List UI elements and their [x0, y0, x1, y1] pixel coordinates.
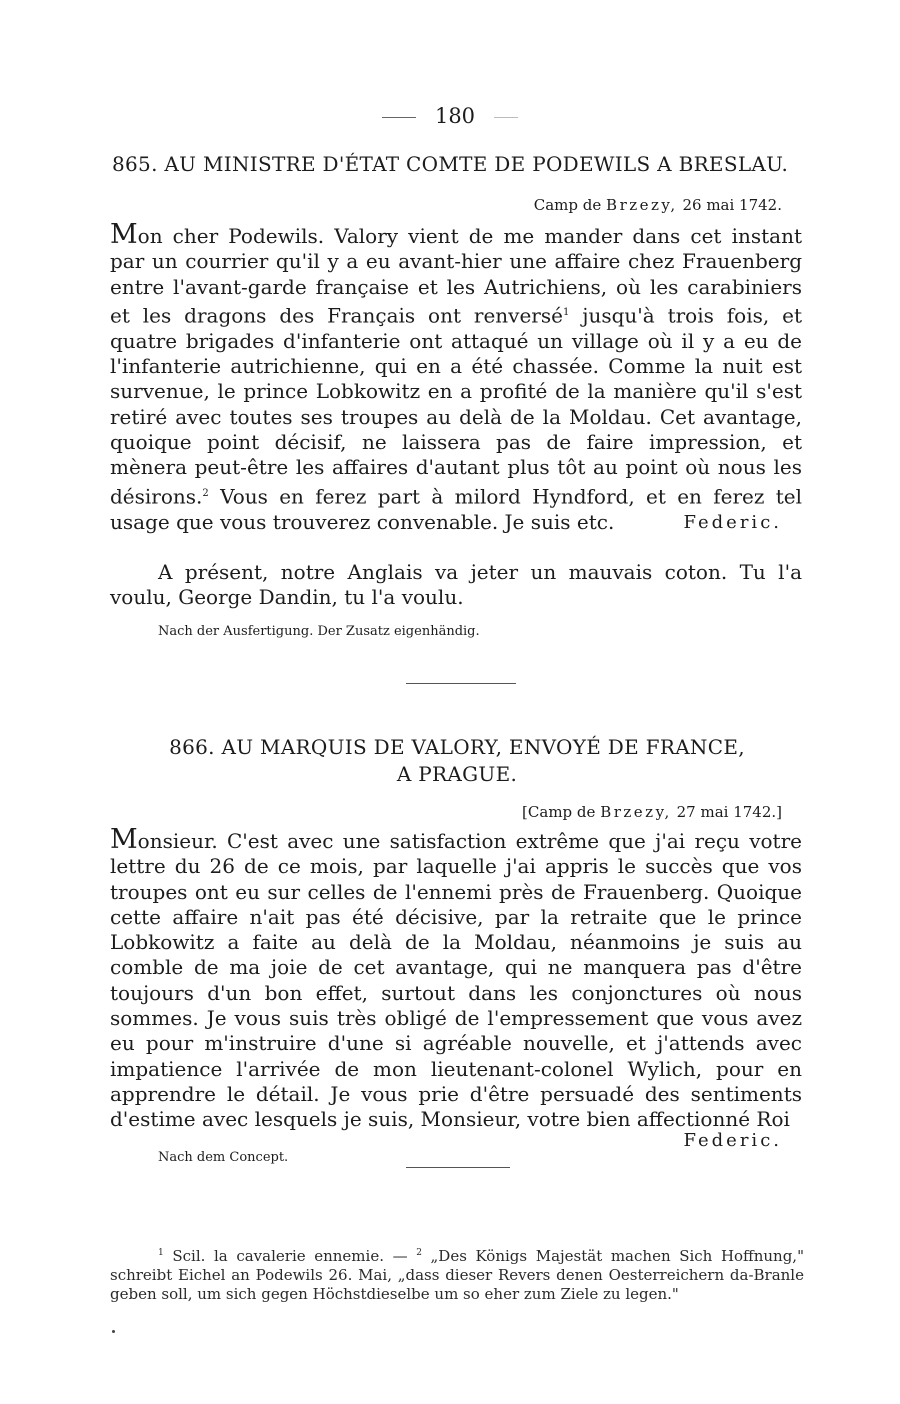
letter-866-signature: Federic. [683, 1130, 782, 1151]
letter-865-source-note: Nach der Ausfertigung. Der Zusatz eigenhändig. [158, 624, 480, 639]
letter-865-number: 865. [112, 152, 158, 176]
page-speck [112, 1330, 115, 1333]
footnote-2-mark: 2 [416, 1248, 422, 1258]
section-divider [406, 683, 516, 684]
footnote-ref-2: 2 [202, 487, 209, 499]
letter-865-place-name: Brzezy, [606, 196, 678, 214]
letter-866-title-line1: AU MARQUIS DE VALORY, ENVOYÉ DE FRANCE, [221, 735, 745, 759]
letter-866-place-name: Brzezy, [600, 803, 672, 821]
letter-866-title [112, 735, 802, 759]
letter-865-title-text: AU MINISTRE D'ÉTAT COMTE DE PODEWILS A BRESLAU. [164, 152, 789, 176]
page-header [0, 104, 900, 128]
header-dash-left [382, 117, 416, 118]
letter-866-text: onsieur. C'est avec une satisfaction extrême que j'ai reçu votre lettre du 26 de ce mois, par laquelle j'ai appris le succès que vos troupes ont eu sur celles de l'ennemi près de Frauenberg. Quoique cette affaire n'ait pas été décisive, par la retraite que le prince Lobkowitz a faite au delà de la Moldau, néanmoins je suis au comble de ma joie de cet avantage, qui ne manquera pas d'être toujours d'un bon effet, surtout dans les conjonctures où nous sommes. Je vous suis très obligé de l'empressement que vous avez eu pour m'instruire d'une si agréable nouvelle, et j'attends avec impatience l'arrivée de mon lieutenant-colonel Wylich, pour en apprendre le détail. Je vous prie d'être persuadé des sentiments d'estime avec lesquels je suis, Monsieur, votre bien affectionné Roi [110, 829, 802, 1132]
letter-865-initial: M [110, 219, 138, 250]
page-number: 180 [434, 104, 476, 128]
header-dash-right [494, 117, 518, 118]
footnotes [110, 1244, 804, 1304]
footnote-ref-1: 1 [562, 306, 570, 318]
letter-865-place-date [534, 196, 782, 214]
letter-865-text-end: Vous en ferez part à milord Hyndford, et en ferez tel usage que vous trouverez convenable. Je suis etc. [110, 484, 802, 534]
letter-865-date: 26 mai 1742. [682, 196, 782, 214]
letter-865-title [112, 152, 802, 176]
letter-865-place-prefix: Camp de [533, 196, 602, 214]
letter-866-title-line2: A PRAGUE. [396, 762, 518, 786]
footnote-2-text: „Des Königs Majestät machen Sich Hoffnung," schreibt Eichel an Podewils 26. Mai, „dass dieser Revers denen Oesterreichern da-Branle geben soll, um sich gegen Höchstdieselbe um so eher zum Ziele zu legen." [110, 1247, 804, 1303]
letter-866-number: 866. [169, 735, 215, 759]
letter-866-initial: M [110, 824, 138, 855]
letter-866-date: 27 mai 1742.] [676, 803, 782, 821]
letter-865-body [110, 219, 803, 535]
letter-866-body [110, 824, 802, 1133]
letter-865-signature: Federic. [683, 512, 782, 533]
letter-866-place-prefix: [Camp de [522, 803, 596, 821]
letter-866-source-note: Nach dem Concept. [158, 1150, 289, 1165]
letter-865-text: on cher Podewils. Valory vient de me mander dans cet instant par un courrier qu'il y a eu avant-hier une affaire chez Frauenberg entre l'avant-garde française et les Autrichiens, où les carabiniers et les dragons des Français ont renversé [110, 224, 802, 328]
footnote-1-mark: 1 [158, 1248, 164, 1258]
letter-866-place-date [522, 803, 782, 821]
letter-865-text-cont: jusqu'à trois fois, et quatre brigades d'infanterie ont attaqué un village où il y a eu de l'infanterie autrichienne, qui en a été chassée. Comme la nuit est survenue, le prince Lobkowitz en a profité de la manière qu'il s'est retiré avec toutes ses troupes au delà de la Moldau. Cet avantage, quoique point décisif, ne laissera pas de faire impression, et mènera peut-être les affaires d'autant plus tôt au point où nous les désirons. [110, 303, 803, 509]
letter-865-postscript: A présent, notre Anglais va jeter un mauvais coton. Tu l'a voulu, George Dandin, tu l'a voulu. [110, 560, 802, 610]
footnote-1-text: Scil. la cavalerie ennemie. — [172, 1247, 408, 1265]
footnote-divider [406, 1167, 510, 1168]
